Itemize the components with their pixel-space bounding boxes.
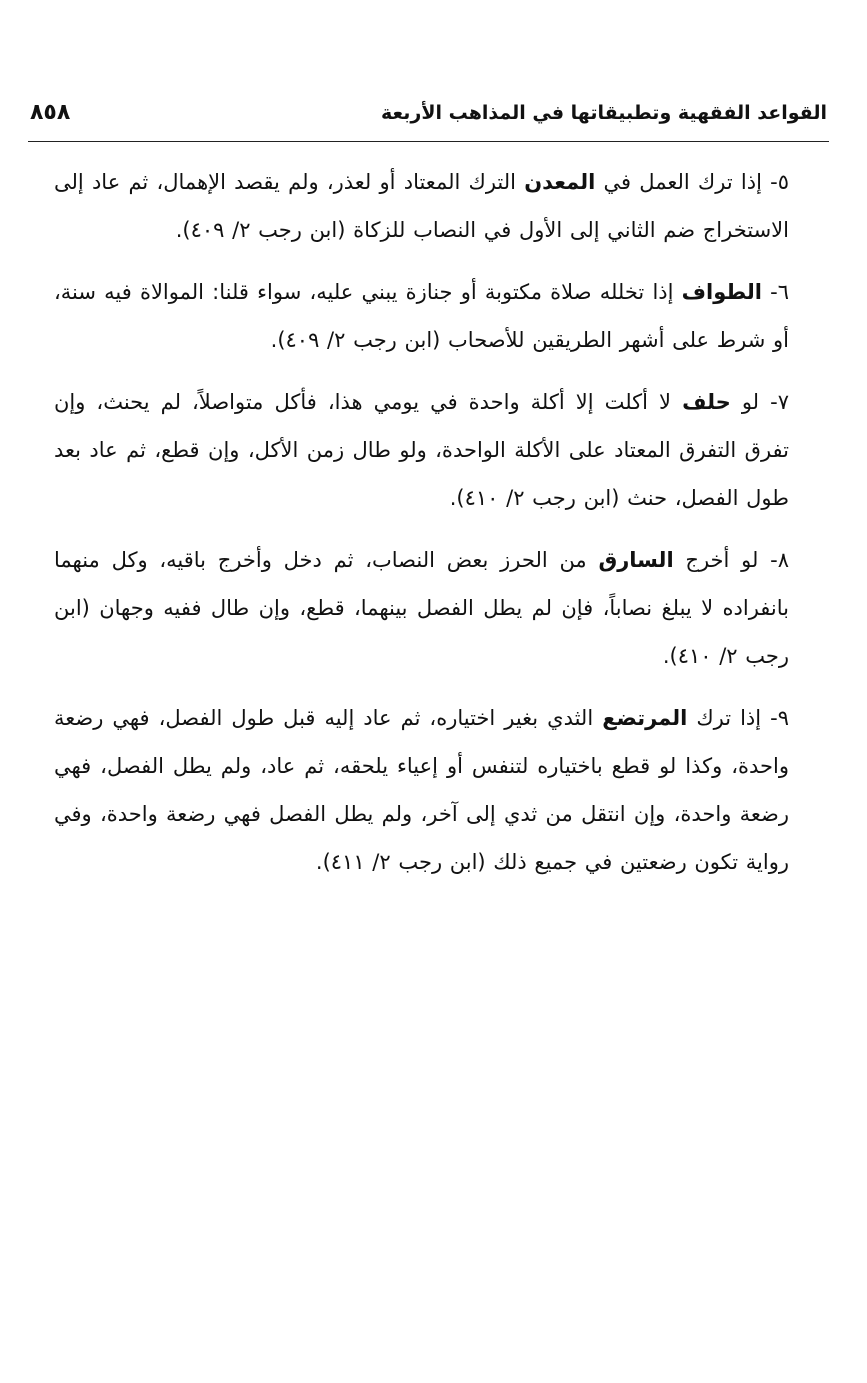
entry-5: [54, 158, 789, 254]
entry-text: الثدي بغير اختياره، ثم عاد إليه قبل طول الفصل، فهي رضعة واحدة، وكذا لو قطع باختياره لتنفس أو إعياء يلحقه، ثم عاد، ولم يطل الفصل، فهي رضعة واحدة، وإن انتقل من ثدي إلى آخر، ولم يطل الفصل فهي رضعة واحدة، وفي رواية تكون رضعتين في جميع ذلك (ابن رجب ٢/ ٤١١).: [54, 706, 789, 874]
entry-6: [54, 268, 789, 364]
page-body: [54, 158, 789, 900]
entry-text: لا أكلت إلا أكلة واحدة في يومي هذا، فأكل متواصلاً، لم يحنث، وإن تفرق التفرق المعتاد على الأكلة الواحدة، ولو طال زمن الأكل، وإن قطع، ثم عاد بعد طول الفصل، حنث (ابن رجب ٢/ ٤١٠).: [54, 390, 789, 510]
entry-keyword: المرتضع: [602, 706, 688, 730]
page-number: ٨٥٨: [30, 100, 71, 125]
entry-text: من الحرز بعض النصاب، ثم دخل وأخرج باقيه، وكل منهما بانفراده لا يبلغ نصاباً، فإن لم يطل الفصل بينهما، قطع، وإن طال ففيه وجهان (ابن رجب ٢/ ٤١٠).: [54, 548, 789, 668]
entry-text: الترك المعتاد أو لعذر، ولم يقصد الإهمال، ثم عاد إلى الاستخراج ضم الثاني إلى الأول في النصاب للزكاة (ابن رجب ٢/ ٤٠٩).: [54, 170, 789, 242]
entry-number: ٨-: [758, 548, 789, 572]
entry-text: إذا تخلله صلاة مكتوبة أو جنازة يبني عليه، سواء قلنا: الموالاة فيه سنة، أو شرط على أشهر الطريقين للأصحاب (ابن رجب ٢/ ٤٠٩).: [54, 280, 789, 352]
entry-7: [54, 378, 789, 522]
entry-keyword: السارق: [598, 548, 674, 572]
entry-text-lead: لو أخرج: [673, 548, 759, 572]
entry-keyword: الطواف: [681, 280, 762, 304]
entry-text-lead: إذا ترك العمل في: [595, 170, 762, 194]
entry-9: [54, 694, 789, 886]
entry-number: ٩-: [761, 706, 789, 730]
header-rule: [28, 141, 829, 142]
entry-number: ٥-: [761, 170, 789, 194]
entry-keyword: حلف: [682, 390, 731, 414]
running-header: [30, 98, 827, 134]
header-title: القواعد الفقهية وتطبيقاتها في المذاهب الأربعة: [381, 102, 827, 124]
entry-number: ٦-: [761, 280, 789, 304]
entry-text-lead: إذا ترك: [687, 706, 762, 730]
entry-number: ٧-: [759, 390, 789, 414]
entry-keyword: المعدن: [524, 170, 596, 194]
entry-8: [54, 536, 789, 680]
entry-text-lead: لو: [730, 390, 760, 414]
